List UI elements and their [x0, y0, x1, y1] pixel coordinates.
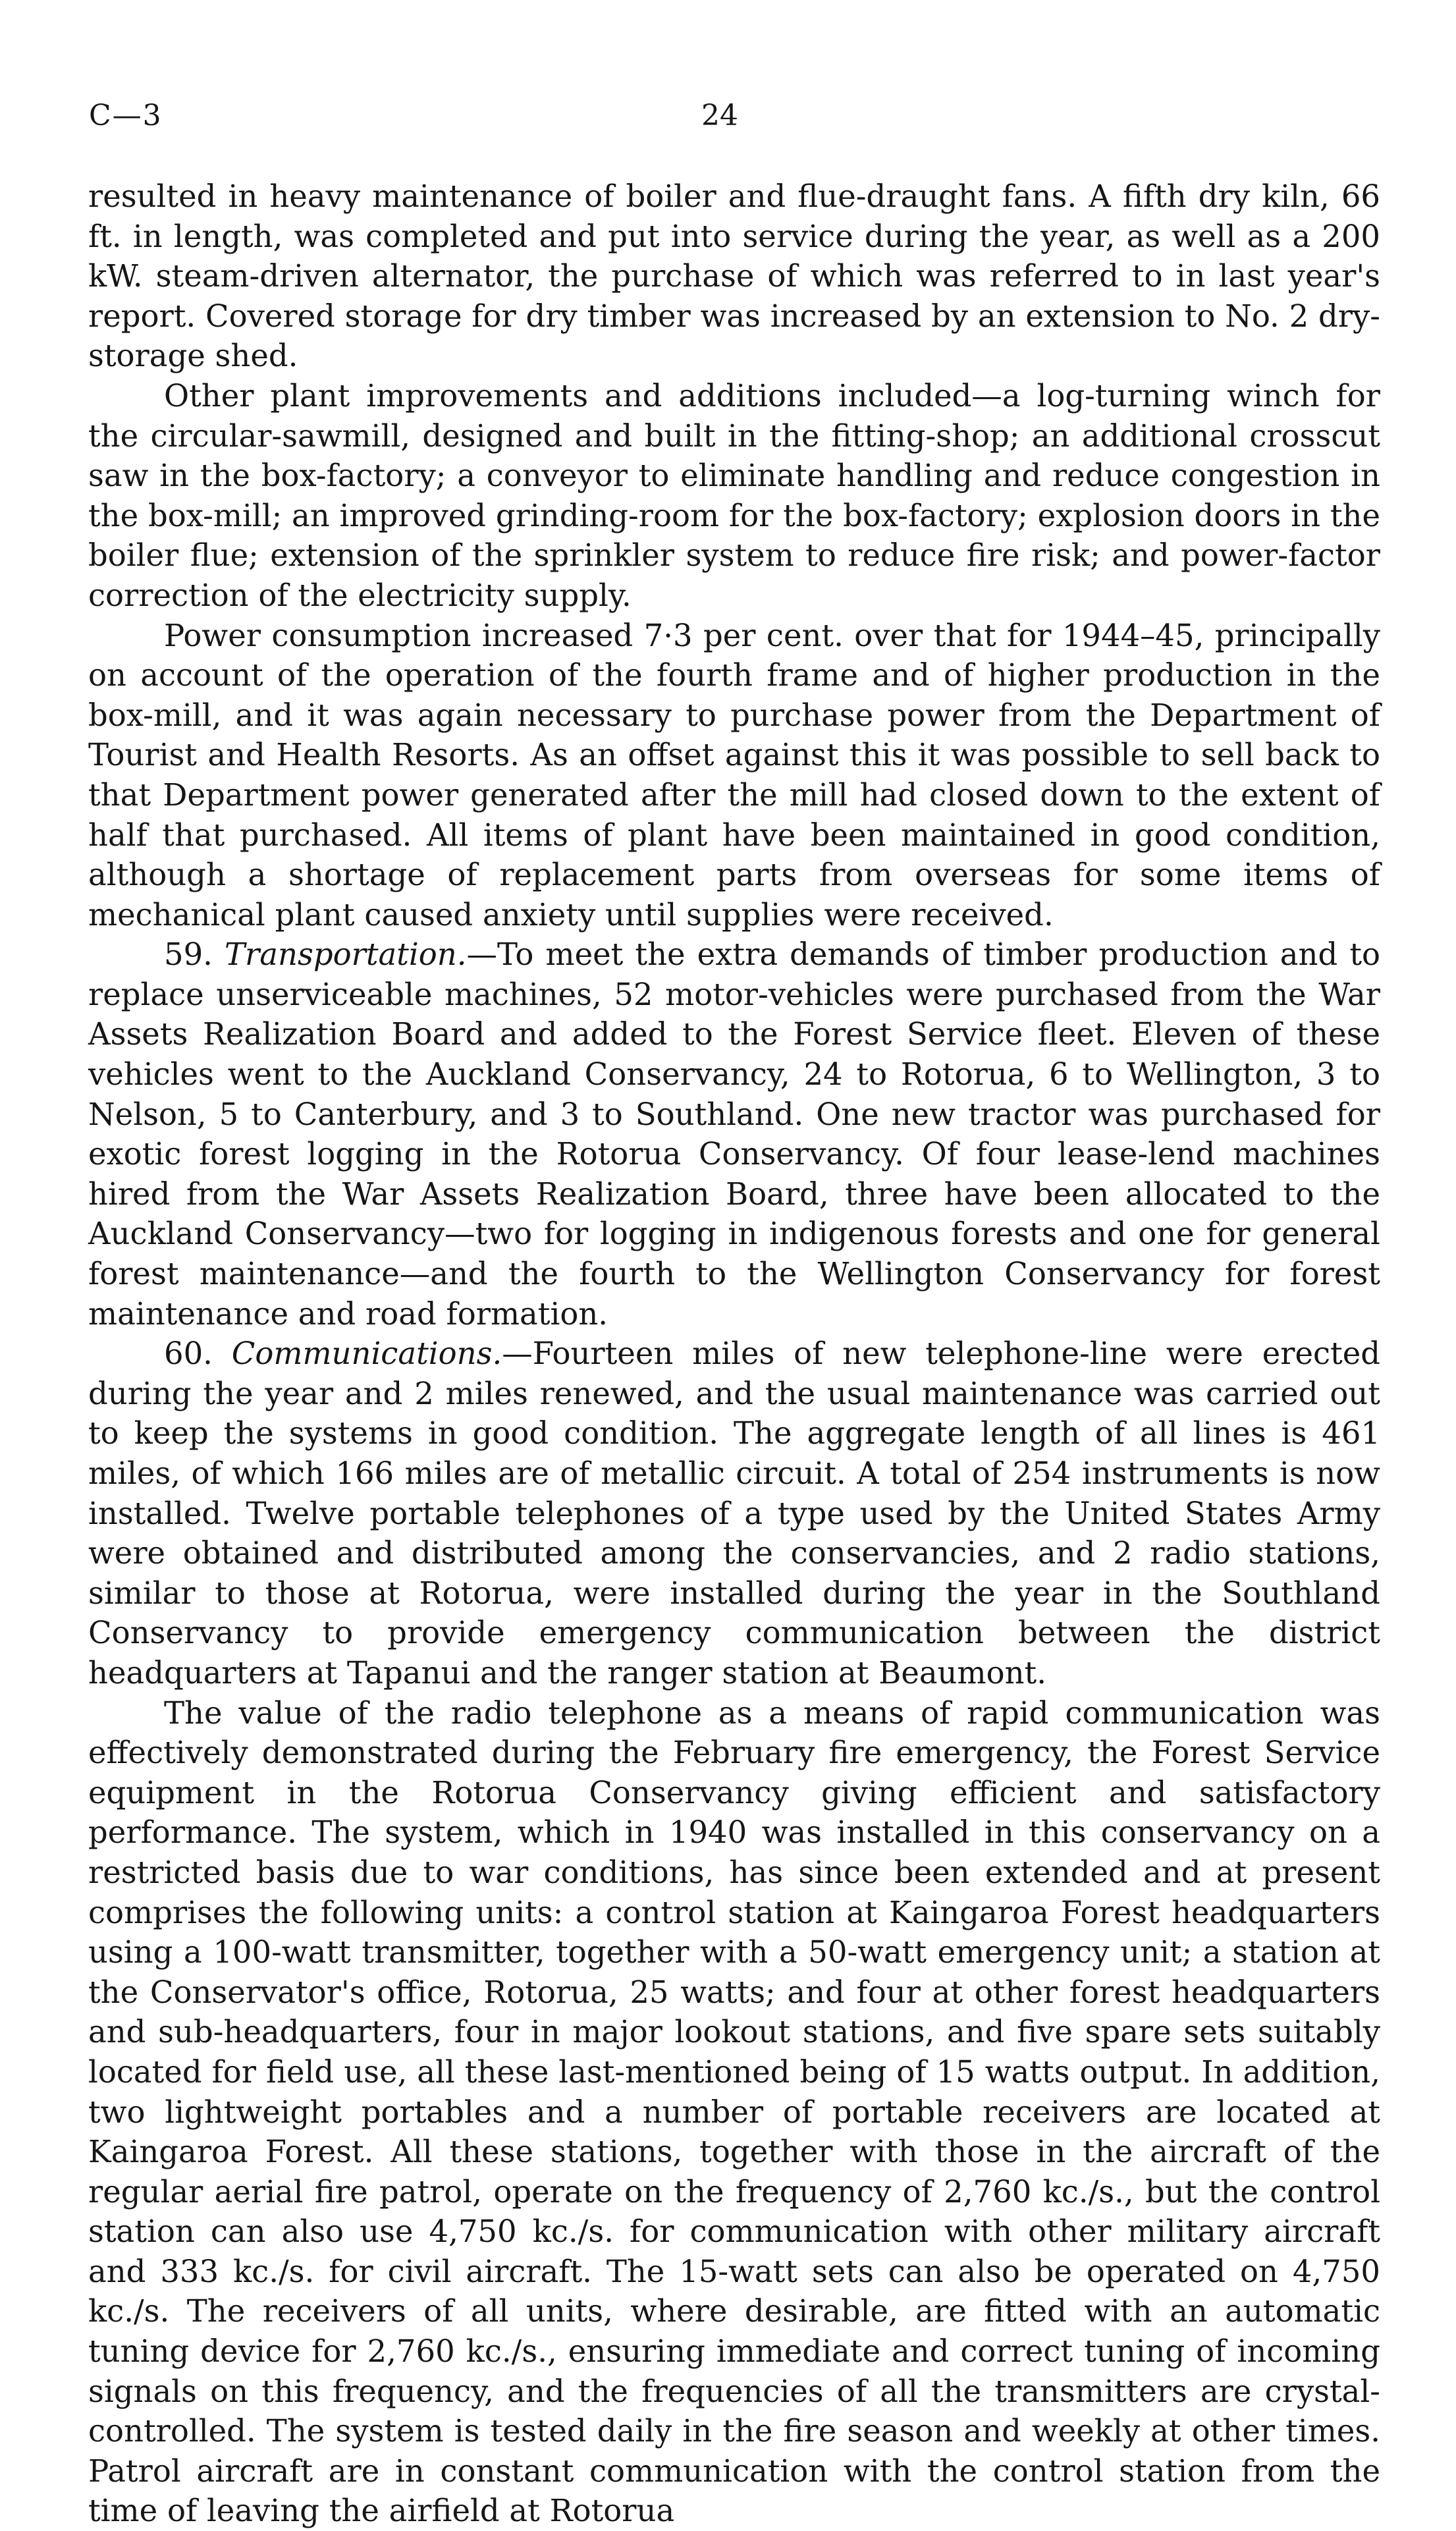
section-text: —Fourteen miles of new telephone-line were erected during the year and 2 miles renewed, and the usual maintenance was carried out to keep the systems in good condition. The aggregate length of all lines is 461 miles, of which 166 miles are of metallic circuit. A total of 254 instruments is now installed. Twelve portable telephones of a type used by the United States Army were obtained and distributed among the conservancies, and 2 radio stations, similar to those at Rotorua, were installed during the year in the Southland Conservancy to provide emergency communication between the district headquarters at Tapanui and the ranger station at Beaumont. [88, 1336, 1380, 1691]
section-title: Transportation. [225, 937, 467, 973]
section-title: Communications. [231, 1336, 502, 1372]
paragraph-continuation: resulted in heavy maintenance of boiler and flue-draught fans. A fifth dry kiln, 66 ft. in length, was completed and put into service during the year, as well as a 200 kW. steam-driven alternator, the purchase of which was referred to in last year's report. Covered storage for dry timber was increased by an extension to No. 2 dry-storage shed. [88, 178, 1380, 374]
paragraph-power-consumption: Power consumption increased 7·3 per cent. over that for 1944–45, principally on account of the operation of the fourth frame and of higher production in the box-mill, and it was again necessary to purchase power from the Department of Tourist and Health Resorts. As an offset against this it was possible to sell back to that Department power generated after the mill had closed down to the extent of half that purchased. All items of plant have been maintained in good condition, although a shortage of replacement parts from overseas for some items of mechanical plant caused anxiety until supplies were received. [88, 617, 1380, 933]
page-number: 24 [701, 99, 738, 132]
body-text [88, 177, 1380, 2531]
section-text: —To meet the extra demands of timber production and to replace unserviceable machines, 52 motor-vehicles were purchased from the War Assets Realization Board and added to the Forest Service fleet. Eleven of these vehicles went to the Auckland Conservancy, 24 to Rotorua, 6 to Wellington, 3 to Nelson, 5 to Canterbury, and 3 to Southland. One new tractor was purchased for exotic forest logging in the Rotorua Conservancy. Of four lease-lend machines hired from the War Assets Realization Board, three have been allocated to the Auckland Conservancy—two for logging in indigenous forests and one for general forest maintenance—and the fourth to the Wellington Conservancy for forest maintenance and road formation. [88, 937, 1380, 1332]
section-number: 60. [164, 1336, 213, 1372]
page-reference: C—3 [89, 99, 163, 132]
paragraph-radio-telephone: The value of the radio telephone as a means of rapid communication was effectively demonstrated during the February fire emergency, the Forest Service equipment in the Rotorua Conservancy giving efficient and satisfactory performance. The system, which in 1940 was installed in this conservancy on a restricted basis due to war conditions, has since been extended and at present comprises the following units: a control station at Kaingaroa Forest headquarters using a 100-watt transmitter, together with a 50-watt emergency unit; a station at the Conservator's office, Rotorua, 25 watts; and four at other forest headquarters and sub-headquarters, four in major lookout stations, and five spare sets suitably located for field use, all these last-mentioned being of 15 watts output. In addition, two lightweight portables and a number of portable receivers are located at Kaingaroa Forest. All these stations, together with those in the aircraft of the regular aerial fire patrol, operate on the frequency of 2,760 kc./s., but the control station can also use 4,750 kc./s. for communication with other military aircraft and 333 kc./s. for civil aircraft. The 15-watt sets can also be operated on 4,750 kc./s. The receivers of all units, where desirable, are fitted with an automatic tuning device for 2,760 kc./s., ensuring immediate and correct tuning of incoming signals on this frequency, and the frequencies of all the transmitters are crystal-controlled. The system is tested daily in the fire season and weekly at other times. Patrol aircraft are in constant communication with the control station from the time of leaving the airfield at Rotorua [88, 1695, 1380, 2529]
page-header [89, 99, 1393, 145]
section-59-transportation [88, 935, 1380, 1334]
section-60-communications [88, 1334, 1380, 1693]
paragraph-plant-improvements: Other plant improvements and additions included—a log-turning winch for the circular-sawmill, designed and built in the fitting-shop; an additional crosscut saw in the box-factory; a conveyor to eliminate handling and reduce congestion in the box-mill; an improved grinding-room for the box-factory; explosion doors in the boiler flue; extension of the sprinkler system to reduce fire risk; and power-factor correction of the electricity supply. [88, 377, 1380, 613]
section-number: 59. [164, 937, 213, 973]
